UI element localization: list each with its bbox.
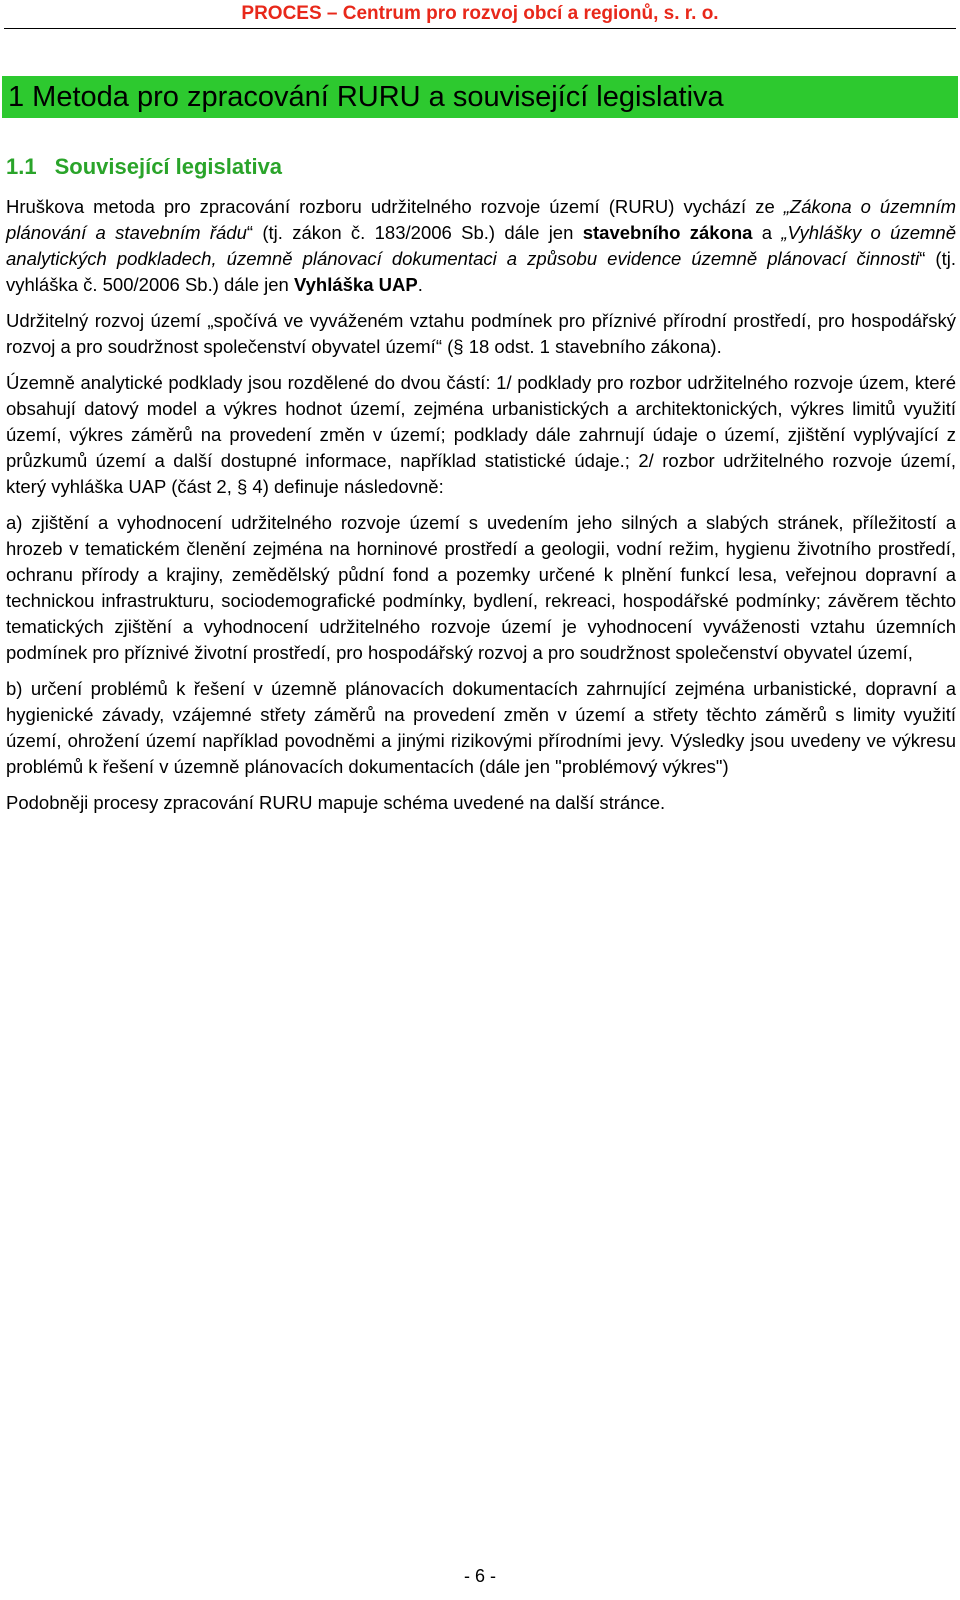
paragraph-schema-note: Podobněji procesy zpracování RURU mapuje schéma uvedené na další stránce.: [6, 792, 666, 813]
paragraph-legislation: [6, 194, 956, 298]
page-number: - 6 -: [463, 1566, 496, 1586]
text-run: a: [752, 222, 782, 243]
text-run: “ (tj. zákon č. 183/2006 Sb.) dále jen: [246, 222, 583, 243]
paragraph-item-a: a) zjištění a vyhodnocení udržitelného rozvoje území s uvedením jeho silných a slabých stránek, příležitostí a hrozeb v tematickém členění zejména na horninové prostředí a geologii, vodní režim, hygienu životního prostředí, ochranu přírody a krajiny, zemědělský půdní fond a pozemky určené k plnění funkcí lesa, veřejnou dopravní a technickou infrastrukturu, sociodemografické podmínky, bydlení, rekreaci, hospodářské podmínky; závěrem těchto tematických zjištění a vyhodnocení udržitelného rozvoje území je vyhodnocení vyváženosti vztahu územních podmínek pro příznivé životní prostředí, pro hospodářský rozvoj a pro soudržnost společenství obyvatel území,: [6, 512, 956, 663]
body-text: [6, 194, 956, 826]
section-heading: [6, 153, 282, 181]
text-run: Hruškova metoda pro zpracování rozboru udržitelného rozvoje území (RURU) vychází ze: [6, 196, 784, 217]
decree-short-name: Vyhláška UAP: [293, 274, 418, 295]
chapter-title: 1 Metoda pro zpracování RURU a související legislativa: [8, 81, 724, 113]
paragraph-analytical-documents: Územně analytické podklady jsou rozdělené do dvou částí: 1/ podklady pro rozbor udržitelného rozvoje územ, které obsahují datový model a výkres hodnot území, zejména urbanistických a architektonických, výkres limitů využití území, výkres záměrů na provedení změn v území; podklady dále zahrnují údaje o území, zjištění vyplývající z průzkumů území a další dostupné informace, například statistické údaje.; 2/ rozbor udržitelného rozvoje území, který vyhláška UAP (část 2, § 4) definuje následovně:: [6, 372, 956, 497]
paragraph-sustainable-development: Udržitelný rozvoj území „spočívá ve vyváženém vztahu podmínek pro příznivé přírodní prostředí, pro hospodářský rozvoj a pro soudržnost společenství obyvatel území“ (§ 18 odst. 1 stavebního zákona).: [6, 310, 956, 357]
text-run: “ (tj. vyhláška č. 500/2006 Sb.) dále jen: [6, 248, 956, 295]
chapter-heading-bar: [2, 76, 958, 118]
text-run: .: [417, 274, 423, 295]
law-title: „Zákona o územním plánování a stavebním řádu: [6, 196, 957, 243]
section-title: Související legislativa: [54, 154, 283, 179]
paragraph-item-b: b) určení problémů k řešení v územně plánovacích dokumentacích zahrnující zejména urbanistické, dopravní a hygienické závady, vzájemné střety záměrů na provedení změn v území a střety těchto záměrů s limity využití území, ohrožení území například povodněmi a jinými rizikovými přírodními jevy. Výsledky jsou uvedeny ve výkresu problémů k řešení v územně plánovacích dokumentacích (dále jen "problémový výkres"): [6, 678, 956, 777]
section-number: 1.1: [6, 154, 37, 179]
running-header: PROCES – Centrum pro rozvoj obcí a regionů, s. r. o.: [241, 3, 719, 24]
header-divider: [4, 28, 956, 29]
decree-title: „Vyhlášky o územně analytických podkladech, územně plánovací dokumentaci a způsobu evidence územně plánovací činnosti: [6, 222, 956, 269]
law-short-name: stavebního zákona: [582, 222, 753, 243]
